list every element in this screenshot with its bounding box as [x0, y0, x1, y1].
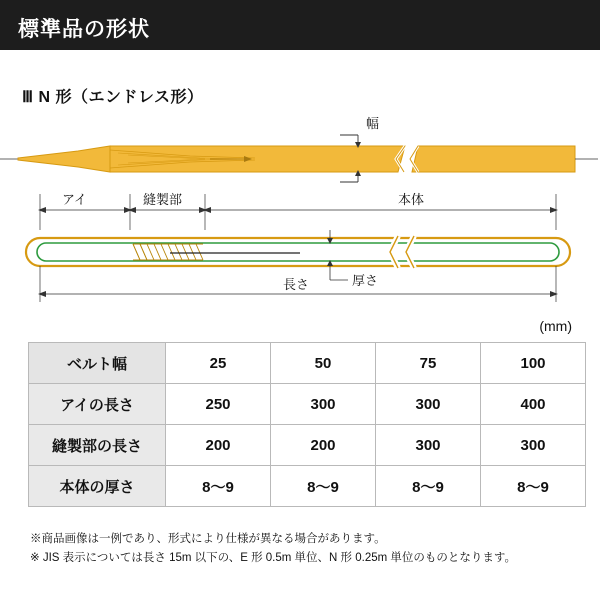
- label-sewn: 縫製部: [143, 192, 183, 207]
- table-cell: 200: [271, 425, 376, 466]
- header-bar: [0, 0, 600, 50]
- table-cell: 300: [271, 384, 376, 425]
- section-title: Ⅲ N 形（エンドレス形）: [22, 89, 204, 106]
- page-title: 標準品の形状: [18, 18, 150, 41]
- table-row-label: 縫製部の長さ: [29, 425, 166, 466]
- label-width: 幅: [366, 116, 380, 131]
- table-row: [29, 466, 586, 507]
- table-cell: 400: [481, 384, 586, 425]
- label-body: 本体: [398, 192, 425, 207]
- note-line: ※ JIS 表示については長さ 15m 以下の、E 形 0.5m 単位、N 形 0.25m 単位のものとなります。: [30, 552, 516, 564]
- table-row-label: アイの長さ: [29, 384, 166, 425]
- label-length: 長さ: [283, 277, 310, 292]
- table-row-label: 本体の厚さ: [29, 466, 166, 507]
- side-view-loop: [26, 236, 570, 268]
- table-cell: 8～9: [376, 466, 481, 507]
- table-cell: 8～9: [481, 466, 586, 507]
- table-header-cell: 100: [481, 343, 586, 384]
- table-row: [29, 425, 586, 466]
- table-header-cell: 50: [271, 343, 376, 384]
- unit-note: (mm): [539, 318, 572, 334]
- table-header-cell: 75: [376, 343, 481, 384]
- dimension-length: [38, 266, 558, 302]
- table-cell: 250: [166, 384, 271, 425]
- table-cell: 300: [376, 425, 481, 466]
- label-thickness: 厚さ: [352, 273, 379, 288]
- table-cell: 200: [166, 425, 271, 466]
- table-cell: 8～9: [166, 466, 271, 507]
- dimension-row-upper: [38, 192, 558, 230]
- table-row: [29, 384, 586, 425]
- sling-diagram: [0, 110, 600, 310]
- table-header-cell: 25: [166, 343, 271, 384]
- spec-table: [28, 342, 586, 507]
- label-eye: アイ: [62, 192, 87, 207]
- top-view-belt: [0, 146, 598, 172]
- table-header-cell: ベルト幅: [29, 343, 166, 384]
- note-line: ※商品画像は一例であり、形式により仕様が異なる場合があります。: [30, 533, 386, 545]
- table-cell: 300: [376, 384, 481, 425]
- table-row-header: [29, 343, 586, 384]
- notes-block: [30, 530, 575, 568]
- table-cell: 300: [481, 425, 586, 466]
- table-cell: 8～9: [271, 466, 376, 507]
